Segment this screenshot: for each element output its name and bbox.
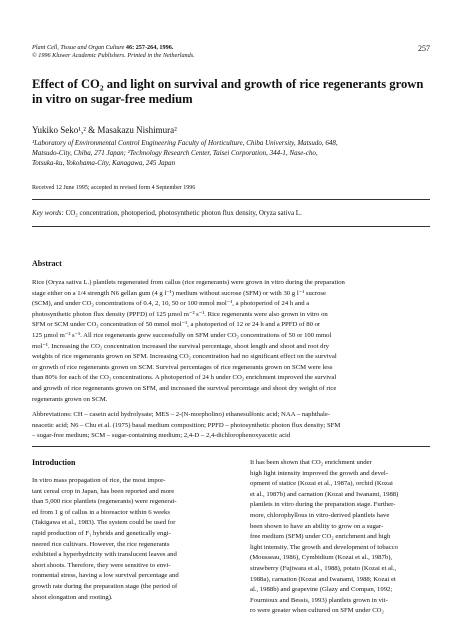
abbreviation-line: – sugar-free medium; SCM – sugar-containing medium; 2,4-D – 2,4-dichlorophenoxyacetic acid: [32, 432, 291, 440]
body-text-line: growth rate during the preparation stage (the period of: [32, 582, 178, 590]
body-text-line: (Takigawa et al., 1983). The system could be used for: [32, 519, 176, 527]
abstract-line: weights of rice regenerants grown on SFM. Increasing CO₂ concentration had no significant effect on the survival: [32, 353, 337, 361]
affiliations: [32, 138, 432, 168]
abstract-line: Rice (Oryza sativa L.) plantlets regenerated from callus (rice regenerants) were grown in vitro during the preparation: [32, 279, 345, 286]
body-text-line: In vitro mass propagation of rice, the most impor-: [32, 477, 166, 484]
keywords-text: CO₂ concentration, photoperiod, photosynthetic photon flux density, Oryza sativa L.: [65, 209, 302, 217]
abstract-line: (SCM), and under CO₂ concentrations of 0.4, 2, 10, 50 or 100 mmol mol⁻¹, a photoperiod of 24 h and a: [32, 300, 310, 308]
body-text-line: high light intensity improved the growth and devel-: [250, 469, 388, 477]
body-text-line: ed from 1 g of callus in a bioreactor within 6 weeks: [32, 508, 170, 516]
body-text-line: opment of statice (Kozai et al., 1987a), orchid (Kozai: [250, 480, 393, 488]
body-text-line: et al., 1987b) and carnation (Kozai and Iwanami, 1988): [250, 490, 399, 498]
body-text-line: (Mousseau, 1986), Cymbidium (Kozai et al., 1987b),: [250, 554, 393, 562]
journal-issue: 46: 257-264, 1996.: [125, 44, 174, 51]
abstract-heading: Abstract: [32, 259, 62, 268]
abstract-line: 125 µmol m⁻² s⁻¹. All rice regenerants grew successfully on SFM under CO₂ concentrations of 50 or 100 mmol: [32, 331, 332, 339]
introduction-heading: Introduction: [32, 458, 76, 467]
body-text-line: shoot elongation and rooting).: [32, 593, 113, 601]
divider: [32, 199, 430, 200]
divider: [32, 446, 430, 447]
abstract-line: stage either on a 1/4 strength N6 gellan gum (4 g l⁻¹) medium without sucrose (SFM) or with 30 g l⁻¹ sucrose: [32, 289, 326, 297]
divider: [32, 226, 430, 227]
journal-header: [32, 44, 195, 60]
body-text-line: been shown to have an ability to grow on a sugar-: [250, 522, 384, 530]
body-text-line: ronmental stress, having a low survival percentage and: [32, 572, 179, 580]
journal-name: Plant Cell, Tissue and Organ Culture: [32, 44, 125, 51]
keywords-label: Key words:: [32, 209, 64, 217]
body-text-line: neered rice cultivars. However, the rice regenerants: [32, 540, 170, 548]
body-text-line: tant cereal crop in Japan, has been reported and more: [32, 487, 175, 495]
article-title: Effect of CO₂ and light on survival and growth of rice regenerants grown in vitro on sugar-free medium: [32, 77, 424, 106]
body-text-line: exhibited a hyperhydricity with translucent leaves and: [32, 551, 177, 559]
abstract-line: than 80% for each of the CO₂ concentrations. A photoperiod of 24 h under CO₂ enrichment improved the survival: [32, 374, 337, 382]
affiliation-line: ¹Laboratory of Environmental Control Engineering Faculty of Horticulture, Chiba University, Matsudo, 648,: [32, 139, 338, 147]
left-column: [32, 476, 212, 603]
abstract-line: or growth of rice regenerants grown on SCM. Survival percentages of rice regenerants grown on SCM were less: [32, 363, 333, 371]
body-text-line: 1988a), carnation (Kozai and Iwanami, 1988; Kozai et: [250, 575, 396, 583]
body-text-line: light intensity. The growth and development of tobacco: [250, 543, 399, 551]
body-text-line: more, chlorophyllous in vitro-derived plantlets have: [250, 511, 390, 519]
body-text-line: strawberry (Fujiwara et al., 1988), potato (Kozai et al.,: [250, 564, 397, 572]
body-text-line: rapid production of F₁ hybrids and genetically engi-: [32, 529, 171, 537]
affiliation-line: Totsuka-ku, Yokohama-City, Kanagawa, 245 Japan: [32, 159, 176, 167]
body-text-line: plantlets in vitro during the preparation stage. Further-: [250, 501, 396, 509]
abstract-line: mol⁻¹. Increasing the CO₂ concentration increased the survival percentage, shoot length and shoot and root dry: [32, 342, 330, 350]
body-text-line: It has been shown that CO₂ enrichment under: [250, 459, 372, 466]
body-text-line: al., 1988b) and grapevine (Glazy and Compan, 1992;: [250, 586, 393, 594]
body-text-line: than 5,000 rice plantlets (regenerants) were regenerat-: [32, 498, 177, 506]
abbreviations: [32, 410, 431, 442]
abstract-line: regenerants grown on SCM.: [32, 395, 108, 403]
abstract-body: [32, 278, 431, 405]
body-text-line: short shoots. Therefore, they were sensitive to envi-: [32, 561, 171, 569]
author-list: Yukiko Seko¹,² & Masakazu Nishimura²: [32, 125, 177, 135]
abstract-line: and growth of rice regenerants grown on SFM, and increased the survival percentage and shoot dry weight of rice: [32, 384, 337, 392]
received-dates: Received 12 June 1995; accepted in revised form 4 September 1996: [32, 185, 196, 191]
copyright-line: © 1996 Kluwer Academic Publishers. Printed in the Netherlands.: [32, 52, 195, 59]
affiliation-line: Matsudo-City, Chiba, 271 Japan; ²Technology Research Center, Taisei Corporation, 344-1, Nase-cho,: [32, 149, 318, 157]
page-number: 257: [418, 44, 430, 53]
abstract-line: SFM or SCM under CO₂ concentration of 50 mmol mol⁻¹, a photoperiod of 12 or 24 h and a PPFD of 80 or: [32, 321, 321, 329]
abbreviation-line: neacetic acid; N6 – Chu et al. (1975) basal medium composition; PPFD – photosynthetic photon flux density; SFM: [32, 421, 341, 429]
right-column: [250, 458, 430, 617]
abstract-line: photosynthetic photon flux density (PPFD) of 125 µmol m⁻² s⁻¹. Rice regenerants were also grown in vitro on: [32, 310, 328, 318]
body-text-line: free medium (SFM) under CO₂ enrichment and high: [250, 533, 391, 541]
keywords: [32, 209, 430, 217]
body-text-line: ro were greater when cultured on SFM under CO₂: [250, 607, 384, 615]
body-text-line: Fournioux and Bessis, 1993) plantlets grown in vit-: [250, 596, 388, 604]
abbreviation-line: Abbreviations: CH – casein acid hydrolysate; MES – 2-(N-morpholino) ethanesulfonic acid; NAA – naphthale-: [32, 411, 331, 418]
